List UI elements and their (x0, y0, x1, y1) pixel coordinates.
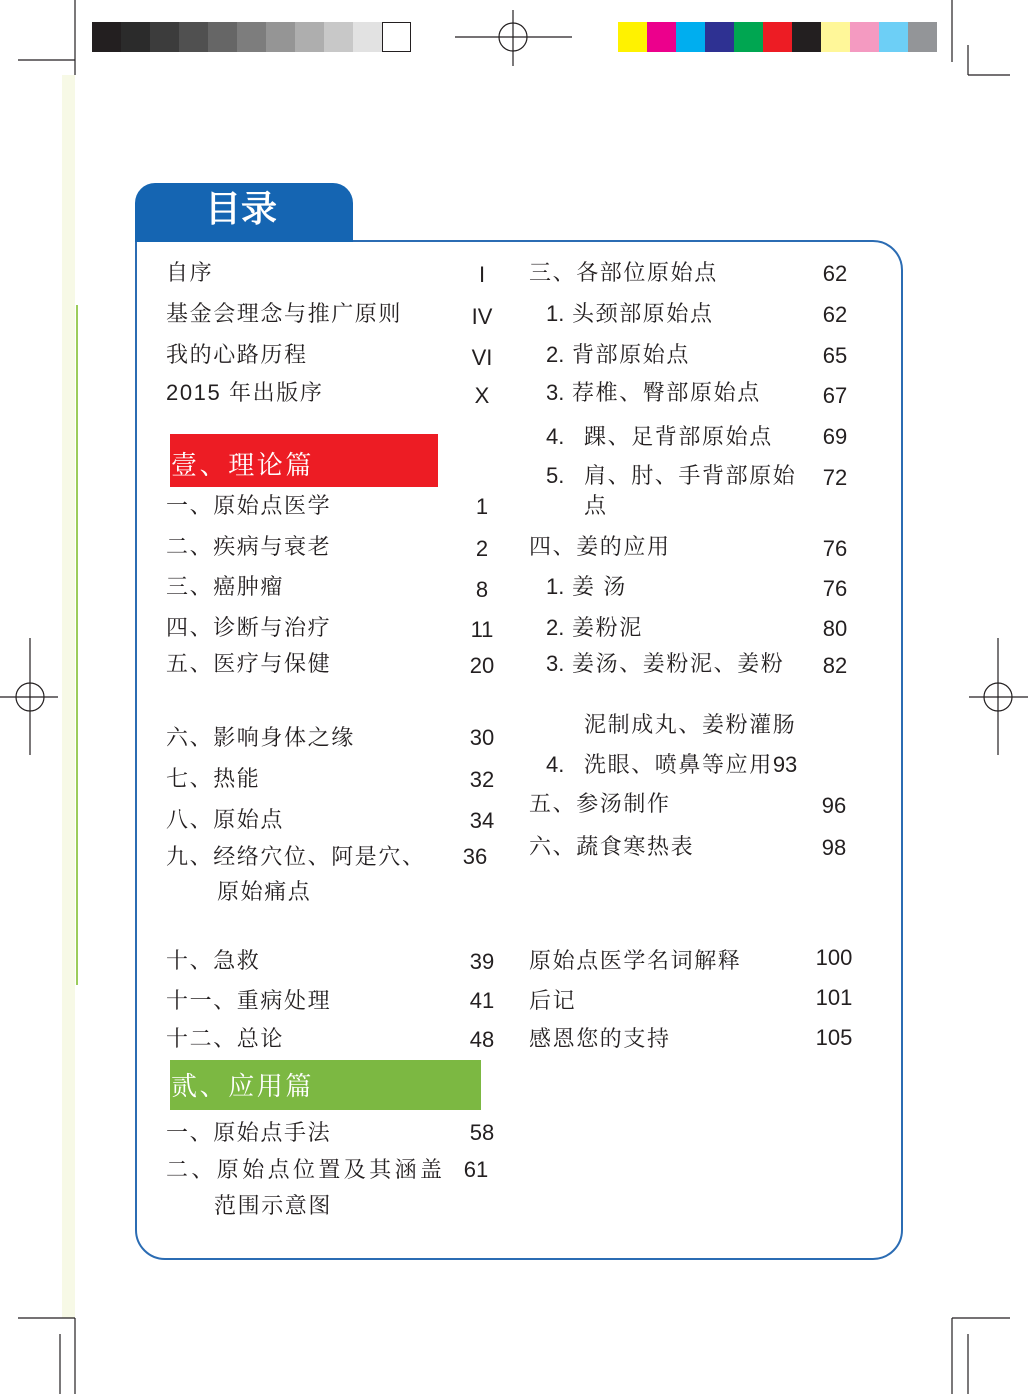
toc-entry-title: 十二、总论 (166, 1026, 285, 1051)
toc-entry-title: 三、各部位原始点 (529, 260, 718, 285)
toc-entry-title: 五、参汤制作 (529, 791, 671, 816)
toc-entry-title: 原始点医学名词解释 (529, 948, 742, 973)
toc-entry-title-continued: 范围示意图 (214, 1193, 333, 1218)
toc-entry-title: 一、原始点手法 (166, 1120, 332, 1145)
toc-entry-title: 二、疾病与衰老 (166, 534, 332, 559)
toc-subentry-title (584, 751, 797, 779)
toc-entry-page: 2 (475, 536, 489, 561)
toc-entry-page: 105 (815, 1025, 853, 1050)
part1-banner (170, 434, 438, 487)
part2-banner (170, 1060, 481, 1110)
toc-entry-page: 58 (469, 1120, 495, 1145)
toc-entry-title: 六、蔬食寒热表 (529, 834, 695, 859)
toc-subentry-number: 1. (546, 301, 565, 326)
toc-entry-title: 八、原始点 (166, 807, 285, 832)
toc-entry-title: 自序 (166, 260, 214, 285)
toc-subentry-number: 3. (546, 651, 565, 676)
toc-subentry-number: 4. (546, 752, 565, 777)
page-title: 目录 (205, 189, 278, 230)
toc-entry-title: 五、医疗与保健 (166, 651, 332, 676)
toc-entry-title: 基金会理念与推广原则 (166, 301, 403, 326)
toc-entry-page: 30 (469, 725, 495, 750)
toc-entry-page: 101 (815, 985, 853, 1010)
toc-entry-page: X (474, 383, 490, 408)
toc-entry-title: 我的心路历程 (166, 342, 308, 367)
toc-entry-page: 72 (822, 465, 848, 490)
toc-entry-page: VI (471, 345, 493, 370)
toc-subentry-title: 姜粉泥 (572, 615, 643, 640)
toc-subentry-title: 荐椎、臀部原始点 (572, 380, 761, 405)
toc-entry-page: 76 (822, 536, 848, 561)
toc-subentry-title: 踝、足背部原始点 (584, 424, 773, 449)
toc-entry-page: 20 (469, 653, 495, 678)
toc-entry-page: 61 (463, 1157, 489, 1182)
toc-subentry-title: 姜 汤 (572, 574, 627, 599)
crop-mark-top-left (18, 0, 75, 75)
registration-mark-top (455, 10, 572, 66)
toc-subentry-number: 1. (546, 574, 565, 599)
toc-entry-page: 98 (821, 835, 847, 860)
toc-entry-page: 96 (821, 793, 847, 818)
toc-entry-page: 62 (822, 302, 848, 327)
toc-subentry-number: 2. (546, 342, 565, 367)
toc-entry-page: 39 (469, 949, 495, 974)
toc-entry-page: 8 (475, 577, 489, 602)
toc-subentry-number: 2. (546, 615, 565, 640)
toc-entry-page: 34 (469, 808, 495, 833)
toc-entry-title: 九、经络穴位、阿是穴、 (166, 844, 426, 869)
toc-entry-title: 四、诊断与治疗 (166, 615, 332, 640)
crop-mark-top-right (952, 0, 1010, 75)
registration-mark-left (0, 638, 58, 755)
toc-entry-page: 93 (772, 752, 798, 777)
toc-subentry-title-continued: 泥制成丸、姜粉灌肠 (584, 712, 797, 737)
toc-entry-page: 76 (822, 576, 848, 601)
toc-entry-page: 69 (822, 424, 848, 449)
crop-mark-bottom-right (952, 1318, 1010, 1394)
toc-subentry-title: 背部原始点 (572, 342, 691, 367)
toc-entry-title: 2015 年出版序 (166, 380, 324, 405)
toc-entry-title: 一、原始点医学 (166, 493, 332, 518)
part1-heading: 壹、理论篇 (171, 450, 315, 480)
toc-entry-page: 32 (469, 767, 495, 792)
toc-entry-title: 十、急救 (166, 948, 261, 973)
toc-entry-page: 1 (475, 494, 489, 519)
toc-subentry-number: 3. (546, 380, 565, 405)
toc-entry-title: 七、热能 (166, 766, 261, 791)
toc-subentry-title: 姜汤、姜粉泥、姜粉 (572, 651, 785, 676)
toc-subentry-title: 头颈部原始点 (572, 301, 714, 326)
toc-entry-title: 三、癌肿瘤 (166, 574, 285, 599)
toc-entry-page: 11 (470, 617, 494, 642)
toc-subentry-title-continued: 点 (584, 493, 608, 518)
toc-entry-title: 后记 (529, 988, 577, 1013)
toc-entry-title: 六、影响身体之缘 (166, 725, 355, 750)
registration-mark-right (969, 638, 1028, 755)
toc-entry-page: 48 (469, 1027, 495, 1052)
toc-subentry-title: 肩、肘、手背部原始 (584, 463, 797, 488)
toc-subentry-number: 4. (546, 424, 565, 449)
toc-entry-page: 67 (822, 383, 848, 408)
crop-mark-bottom-left (18, 1318, 75, 1394)
toc-entry-title-continued: 原始痛点 (217, 879, 312, 904)
toc-entry-title: 感恩您的支持 (529, 1026, 671, 1051)
toc-entry-page: 80 (822, 616, 848, 641)
toc-entry-title: 十一、重病处理 (166, 988, 332, 1013)
toc-entry-title: 二、原始点位置及其涵盖 (166, 1157, 446, 1182)
toc-entry-page: IV (471, 304, 493, 329)
toc-entry-page: 100 (815, 945, 853, 970)
toc-entry-page: I (478, 262, 486, 287)
toc-entry-page: 82 (822, 653, 848, 678)
part2-heading: 贰、应用篇 (171, 1071, 315, 1101)
toc-entry-title: 四、姜的应用 (529, 534, 671, 559)
toc-entry-page: 36 (462, 844, 488, 869)
toc-entry-page: 65 (822, 343, 848, 368)
toc-entry-page: 62 (822, 261, 848, 286)
toc-subentry-title-text: 洗眼、喷鼻等应用 (584, 752, 773, 777)
toc-title-tab (135, 183, 353, 242)
toc-subentry-number: 5. (546, 463, 565, 488)
toc-entry-page: 41 (469, 988, 495, 1013)
